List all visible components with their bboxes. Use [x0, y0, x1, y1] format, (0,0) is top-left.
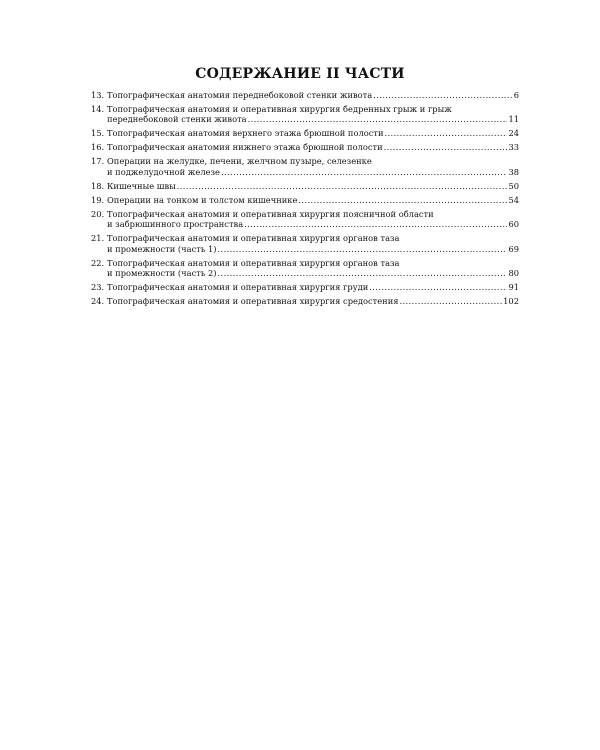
toc-entry-title: и забрюшинного пространства: [107, 219, 244, 230]
dot-leader: [218, 268, 508, 278]
dot-leader: [384, 142, 508, 152]
toc-entry[interactable]: [91, 90, 519, 100]
toc-entry-title: переднебоковой стенки живота: [107, 114, 247, 125]
toc-entry-body: [107, 104, 519, 125]
toc-entry-body: [107, 142, 519, 152]
toc-entry-last-line: [107, 296, 519, 306]
toc-entry-title-line: Топографическая анатомия и оперативная хирургия органов таза: [107, 233, 400, 244]
toc-entry-page-number: 54: [508, 194, 519, 205]
toc-entry-title: и поджелудочной железе: [107, 166, 220, 177]
toc-entry-page-number: 11: [508, 114, 519, 125]
toc-entry-page-number: 38: [508, 166, 519, 177]
toc-entry[interactable]: [91, 195, 519, 205]
toc-entry-body: [107, 128, 519, 138]
toc-entry[interactable]: [91, 181, 519, 191]
toc-entry-title: Топографическая анатомия и оперативная хирургия средостения: [107, 296, 399, 307]
toc-entry-body: [107, 233, 519, 254]
toc-entry-title: Топографическая анатомия переднебоковой стенки живота: [107, 90, 373, 100]
toc-entry-body: [107, 90, 519, 100]
toc-entry-number: 15.: [91, 128, 105, 139]
toc-entry-page-number: 6: [513, 90, 519, 100]
toc-entry[interactable]: [91, 209, 519, 230]
toc-entry[interactable]: [91, 282, 519, 292]
toc-entry-number: 19.: [91, 194, 105, 205]
table-of-contents: [91, 90, 519, 310]
toc-entry-body: [107, 195, 519, 205]
dot-leader: [373, 90, 513, 100]
dot-leader: [384, 128, 507, 138]
dot-leader: [298, 195, 507, 205]
toc-entry[interactable]: [91, 296, 519, 306]
toc-entry-last-line: [107, 195, 519, 205]
toc-entry-number: 21.: [91, 233, 105, 244]
toc-entry-number: 22.: [91, 257, 105, 268]
toc-entry-body: [107, 282, 519, 292]
toc-entry-body: [107, 258, 519, 279]
toc-entry-title: Операции на тонком и толстом кишечнике: [107, 194, 298, 205]
toc-entry-page-number: 102: [503, 296, 519, 307]
toc-entry-last-line: [107, 219, 519, 229]
toc-entry-body: [107, 181, 519, 191]
toc-entry[interactable]: [91, 258, 519, 279]
toc-entry-page-number: 60: [508, 219, 519, 230]
toc-entry-title-line: Топографическая анатомия и оперативная хирургия органов таза: [107, 257, 400, 268]
dot-leader: [244, 219, 507, 229]
toc-entry-title-line: Топографическая анатомия и оперативная хирургия бедренных грыж и грыж: [107, 104, 452, 114]
toc-entry[interactable]: [91, 156, 519, 177]
toc-entry[interactable]: [91, 128, 519, 138]
toc-entry-number: 13.: [91, 90, 105, 100]
toc-entry-page-number: 24: [508, 128, 519, 139]
toc-entry-last-line: [107, 90, 519, 100]
toc-entry-body: [107, 209, 519, 230]
toc-entry-number: 17.: [91, 156, 105, 167]
toc-entry-title: Топографическая анатомия верхнего этажа брюшной полости: [107, 128, 384, 139]
page-title: СОДЕРЖАНИЕ II ЧАСТИ: [195, 66, 405, 82]
dot-leader: [369, 282, 507, 292]
toc-entry-number: 16.: [91, 142, 105, 153]
toc-entry[interactable]: [91, 142, 519, 152]
toc-entry-title-line: Топографическая анатомия и оперативная хирургия поясничной области: [107, 208, 434, 219]
toc-entry-last-line: [107, 282, 519, 292]
toc-entry-page-number: 33: [508, 142, 519, 153]
toc-entry-last-line: [107, 167, 519, 177]
toc-entry[interactable]: [91, 233, 519, 254]
toc-entry-number: 20.: [91, 208, 105, 219]
toc-entry-number: 18.: [91, 180, 105, 191]
toc-entry-title: Топографическая анатомия и оперативная хирургия груди: [107, 282, 369, 293]
toc-entry-last-line: [107, 268, 519, 278]
toc-entry-body: [107, 156, 519, 177]
toc-entry-page-number: 80: [508, 268, 519, 279]
dot-leader: [248, 114, 508, 124]
dot-leader: [218, 244, 508, 254]
toc-entry-last-line: [107, 244, 519, 254]
dot-leader: [221, 167, 508, 177]
toc-entry-page-number: 50: [508, 180, 519, 191]
toc-entry-title: и промежности (часть 1): [107, 243, 217, 254]
toc-entry-page-number: 91: [508, 282, 519, 293]
dot-leader: [177, 181, 508, 191]
toc-entry-page-number: 69: [508, 243, 519, 254]
dot-leader: [399, 296, 502, 306]
toc-entry-number: 24.: [91, 296, 105, 307]
toc-entry-body: [107, 296, 519, 306]
toc-entry-number: 23.: [91, 282, 105, 293]
toc-entry-last-line: [107, 142, 519, 152]
toc-entry[interactable]: [91, 104, 519, 125]
toc-entry-last-line: [107, 114, 519, 124]
toc-entry-title: Топографическая анатомия нижнего этажа брюшной полости: [107, 142, 383, 153]
toc-entry-title: и промежности (часть 2): [107, 268, 217, 279]
toc-entry-last-line: [107, 128, 519, 138]
toc-entry-number: 14.: [91, 104, 105, 114]
toc-entry-last-line: [107, 181, 519, 191]
toc-entry-title-line: Операции на желудке, печени, желчном пузыре, селезенке: [107, 156, 372, 167]
toc-entry-title: Кишечные швы: [107, 180, 176, 191]
